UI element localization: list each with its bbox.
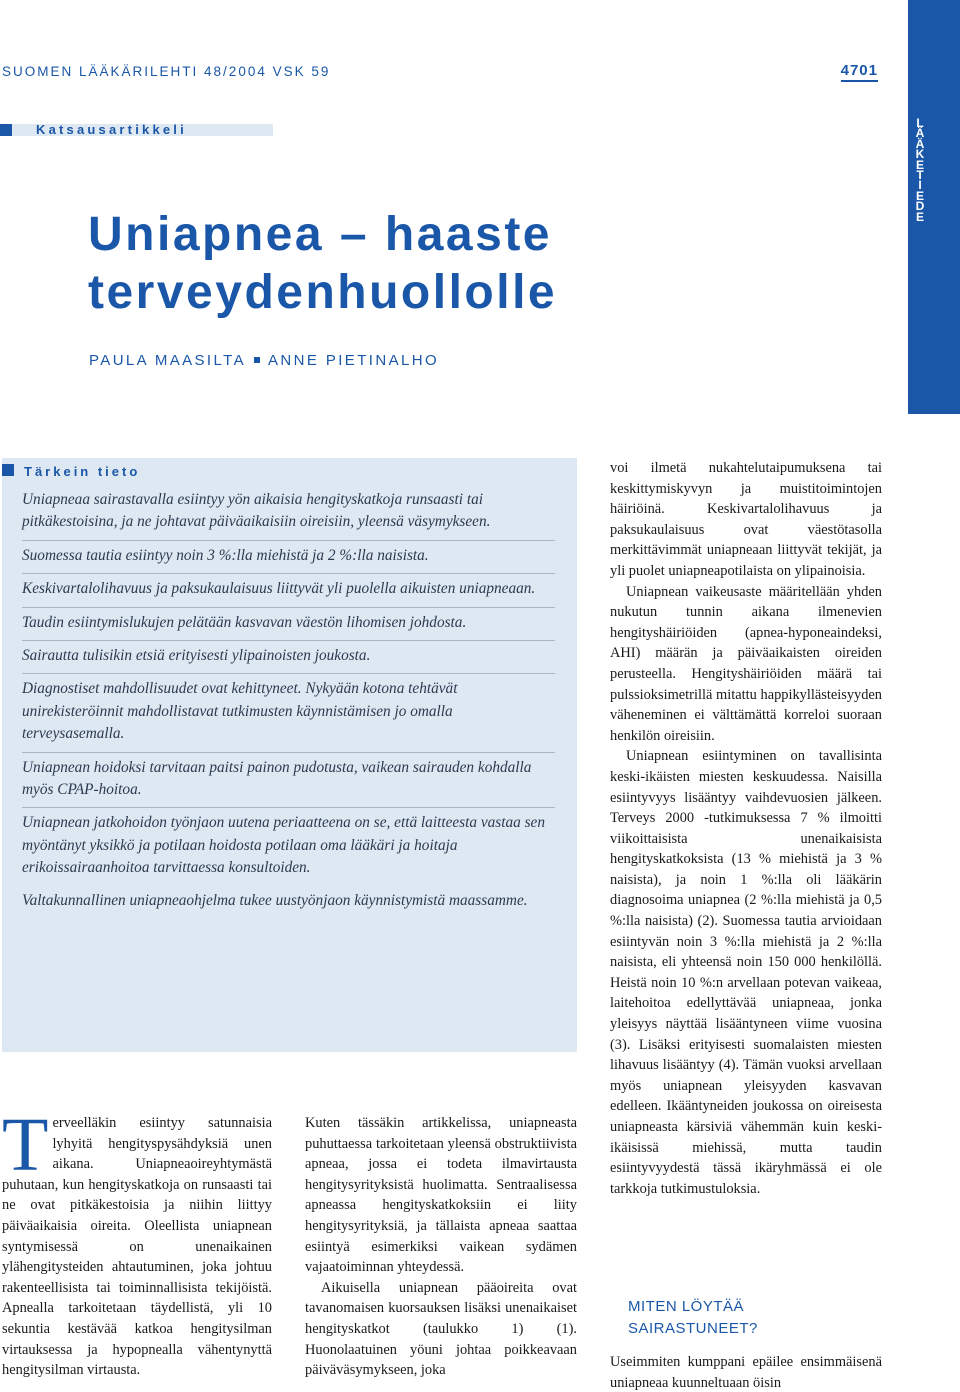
body-column-middle (305, 1113, 577, 1381)
section-tab-letter: E (915, 157, 924, 172)
author-name: PAULA MAASILTA (89, 352, 246, 369)
key-point: Taudin esiintymislukujen pelätään kasvavan väestön lihomisen johdosta. (22, 608, 555, 641)
key-point: Diagnostiset mahdollisuudet ovat kehittyneet. Nykyään kotona tehtävät unirekisteröinnit mahdollistavat tutkimusten käynnistämisen jo omalla terveysasemalla. (22, 674, 555, 752)
body-paragraph: voi ilmetä nukahtelutaipumuksena tai keskittymiskyvyn ja muistitoimintojen häiriöinä. Keskivartalolihavuus ja paksukaulaisuus ovat väestötasolla merkittävimmät uniapneaan liittyvät tekijät, ja yli puolet uniapneapotilaista on ylipainoisia. (610, 460, 882, 579)
body-paragraph: erveelläkin esiintyy satunnaisia lyhyitä hengityspysähdyksiä unen aikana. Uniapneaoireyhtymästä puhutaan, kun hengityskatkoja on runsaasti tai ne ovat pitkäkestoisia ja niihin liittyy päiväaikaisia oireita. Oleellista uniapnean syntymisessä on unenaikainen ylähengitysteiden ahtautuminen, joka johtuu rakenteellisista tai toiminnallisista tekijöistä. Apnealla tarkoitetaan täydellistä, yli 10 sekuntia kestävää katkoa hengitysilman virtauksessa ja hypopnealla vähentynyttä hengitysilman virtausta. (2, 1115, 272, 1379)
section-tab-label (912, 118, 928, 222)
section-tab-letter: T (916, 168, 924, 183)
authors (89, 352, 439, 369)
key-point: Uniapneaa sairastavalla esiintyy yön aikaisia hengityskatkoja runsaasti tai pitkäkestoisina, ja ne johtavat päiväaikaisiin oireisiin, yleensä väsymykseen. (22, 485, 555, 541)
journal-header (2, 64, 878, 86)
journal-title: SUOMEN LÄÄKÄRILEHTI 48/2004 VSK 59 (2, 64, 331, 79)
body-paragraph: Uniapnean esiintyminen on tavallisinta keski-ikäisten miesten keskuudessa. Naisilla esiintyvyys lisääntyy vaihdevuosien jälkeen. Terveys 2000 -tutkimuksessa 7 % ilmoitti viikoittaisista unenaikaisista hengityskatkoksista (13 % miehistä ja 3 % naisista), ja noin 1 %:lla oli lääkärin diagnosoima uniapnea (2 %:lla miehistä ja 0,5 %:lla naisista) (2). Suomessa tautia arvioidaan esiintyvän noin 3 %:lla miehistä ja 2 %:lla naisista, eli yhteensä noin 150 000 henkilöllä. Heistä noin 10 %:n arvellaan potevan vaikeaa, laitehoitoa edellyttävää uniapneaa, jonka yleisyys näyttää lisääntyneen viime vuosina (3). Lisäksi erityisesti suomalaisten miesten lihavuus lisääntyy (4). Tämän vuoksi arvellaan myös uniapnean yleisyyden kasvavan edelleen. Ikääntyneiden joukossa on oireisesta uniapneasta kärsiviä vähemmän kuin keski-ikäisissä miehissä, mutta taudin esiintyvyydestä tässä ikäryhmässä ei ole tarkkoja tutkimustuloksia. (610, 748, 882, 1197)
section-tab-letter: E (915, 209, 924, 224)
section-subheading-line: MITEN LÖYTÄÄ (628, 1298, 745, 1315)
article-title-line1: Uniapnea – haaste (88, 208, 552, 261)
category-label: Katsausartikkeli (36, 122, 187, 137)
key-point: Valtakunnallinen uniapneaohjelma tukee uustyönjaon käynnistymistä maassamme. (22, 891, 528, 909)
article-title-line2: terveydenhuollolle (88, 266, 558, 319)
body-paragraph: Useimmiten kumppani epäilee ensimmäisenä uniapneaa kuunneltuaan öisin (610, 1354, 882, 1391)
key-point: Uniapnean hoidoksi tarvitaan paitsi painon pudotusta, vaikean sairauden kohdalla myös CPAP-hoitoa. (22, 753, 555, 809)
section-tab-letter: I (918, 178, 922, 193)
drop-cap: T (2, 1103, 49, 1187)
author-separator (254, 357, 260, 363)
key-points-heading: Tärkein tieto (24, 464, 141, 479)
section-tab-letter: Ä (915, 136, 925, 151)
body-column-right (610, 458, 882, 1199)
key-points-marker (2, 464, 14, 476)
key-points-list (22, 485, 555, 918)
body-column-left (2, 1103, 272, 1381)
body-paragraph: Uniapnean vaikeusaste määritellään yhden nukutun tunnin aikana ilmenevien hengityshäiriöiden (apnea-hyponeaindeksi, AHI) määrän ja päiväaikaisten oireiden perusteella. Hengityshäiriöiden määrä tai pulssioksimetrillä mitattu happikyllästeisyyden väheneminen ei välttämättä korreloi suoraan henkilön oireisiin. (610, 583, 882, 744)
section-tab-letter: K (915, 147, 925, 162)
section-subheading (628, 1296, 758, 1340)
key-point: Keskivartalolihavuus ja paksukaulaisuus liittyvät yli puolella aikuisten uniapneaan. (22, 574, 555, 607)
section-tab-letter: D (915, 199, 925, 214)
category-marker (0, 124, 12, 136)
body-paragraph: Kuten tässäkin artikkelissa, uniapneasta puhuttaessa tarkoitetaan yleensä obstruktiivista apneaa, jossa ei todeta ilmavirtausta hengitysyrityksistä huolimatta. Sentraalisessa apneassa hengityskatkoksiin ei liity hengitysyrityksiä, ja tällaista apneaa saattaa esiintyä esimerkiksi vaikean sydämen vajaatoiminnan yhteydessä. (305, 1115, 577, 1276)
author-name: ANNE PIETINALHO (267, 352, 440, 369)
section-tab-letter: Ä (915, 126, 925, 141)
page-number: 4701 (841, 62, 878, 82)
key-point: Uniapnean jatkohoidon työnjaon uutena periaatteena on se, että laitteesta vastaa sen myöntänyt yksikkö ja potilaan hoidosta potilaan oma lääkäri ja hoitaja erikoissairaanhoitoa tarvittaessa konsultoiden. (22, 814, 545, 877)
key-point: Sairautta tulisikin etsiä erityisesti ylipainoisten joukosta. (22, 641, 555, 674)
article-title (88, 206, 888, 322)
section-tab-letter: L (916, 116, 924, 130)
key-point: Suomessa tautia esiintyy noin 3 %:lla miehistä ja 2 %:lla naisista. (22, 541, 555, 574)
section-subheading-line: SAIRASTUNEET? (628, 1320, 758, 1337)
body-paragraph: Aikuisella uniapnean pääoireita ovat tavanomaisen kuorsauksen lisäksi unenaikaiset hengityskatkot (taulukko 1) (1). Huonolaatuinen yöuni johtaa poikkeavaan päiväväsymykseen, joka (305, 1279, 577, 1379)
section-tab-letter: E (915, 188, 924, 203)
